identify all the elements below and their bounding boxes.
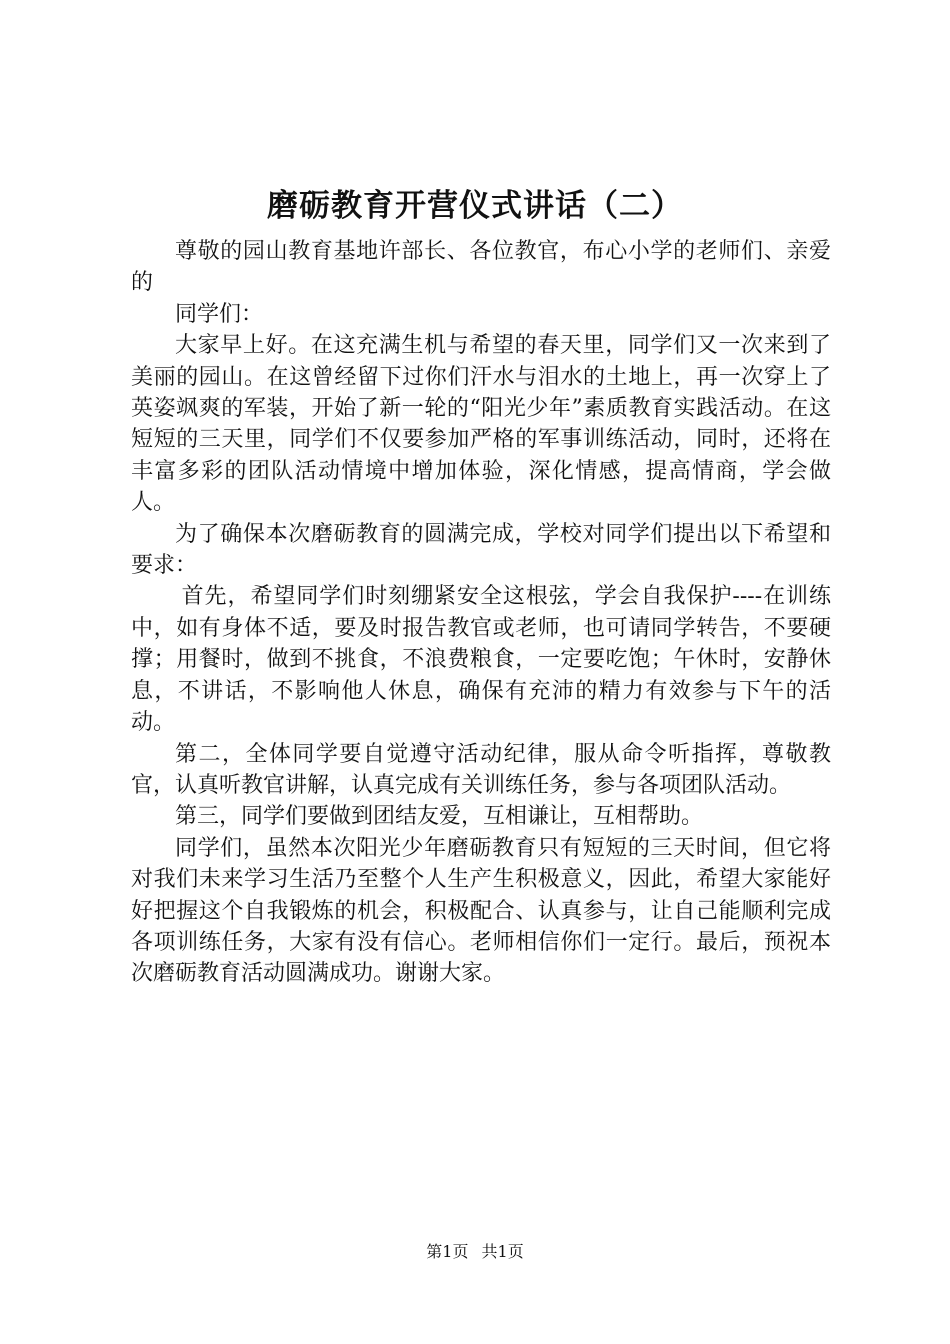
paragraph-third-requirement: 第三，同学们要做到团结友爱，互相谦让，互相帮助。 xyxy=(175,804,704,830)
paragraph-first-requirement: 首先，希望同学们时刻绷紧安全这根弦，学会自我保护----在训练中，如有身体不适，要及时报告教官或老师，也可请同学转告，不要硬撑；用餐时，做到不挑食，不浪费粮食，一定要吃饱；午休时，安静休息，不讲话，不影响他人休息，确保有充沛的精力有效参与下午的活动。 xyxy=(131,584,831,736)
page-footer xyxy=(0,1242,950,1262)
paragraph-greeting: 大家早上好。在这充满生机与希望的春天里，同学们又一次来到了美丽的园山。在这曾经留下过你们汗水与泪水的土地上，再一次穿上了英姿飒爽的军装，开始了新一轮的“阳光少年”素质教育实践活动。在这短短的三天里，同学们不仅要参加严格的军事训练活动，同时，还将在丰富多彩的团队活动情境中增加体验，深化情感，提高情商，学会做人。 xyxy=(131,333,831,516)
paragraph-salutation-cont: 同学们： xyxy=(175,301,264,327)
paragraph-closing: 同学们，虽然本次阳光少年磨砺教育只有短短的三天时间，但它将对我们未来学习生活乃至整个人生产生积极意义，因此，希望大家能好好把握这个自我锻炼的机会，积极配合、认真参与，让自己能顺利完成各项训练任务，大家有没有信心。老师相信你们一定行。最后，预祝本次磨砺教育活动圆满成功。谢谢大家。 xyxy=(131,835,831,987)
paragraph-requirements-intro: 为了确保本次磨砺教育的圆满完成，学校对同学们提出以下希望和要求： xyxy=(131,521,831,579)
paragraph-salutation: 尊敬的园山教育基地许部长、各位教官，布心小学的老师们、亲爱的 xyxy=(131,239,831,296)
document-body xyxy=(131,236,831,990)
page-number: 第1页 xyxy=(426,1242,469,1261)
paragraph-second-requirement: 第二，全体同学要自觉遵守活动纪律，服从命令听指挥，尊敬教官，认真听教官讲解，认真完成有关训练任务，参与各项团队活动。 xyxy=(131,741,831,798)
document-title: 磨砺教育开营仪式讲话（二） xyxy=(267,188,683,224)
page-total: 共1页 xyxy=(481,1242,524,1261)
